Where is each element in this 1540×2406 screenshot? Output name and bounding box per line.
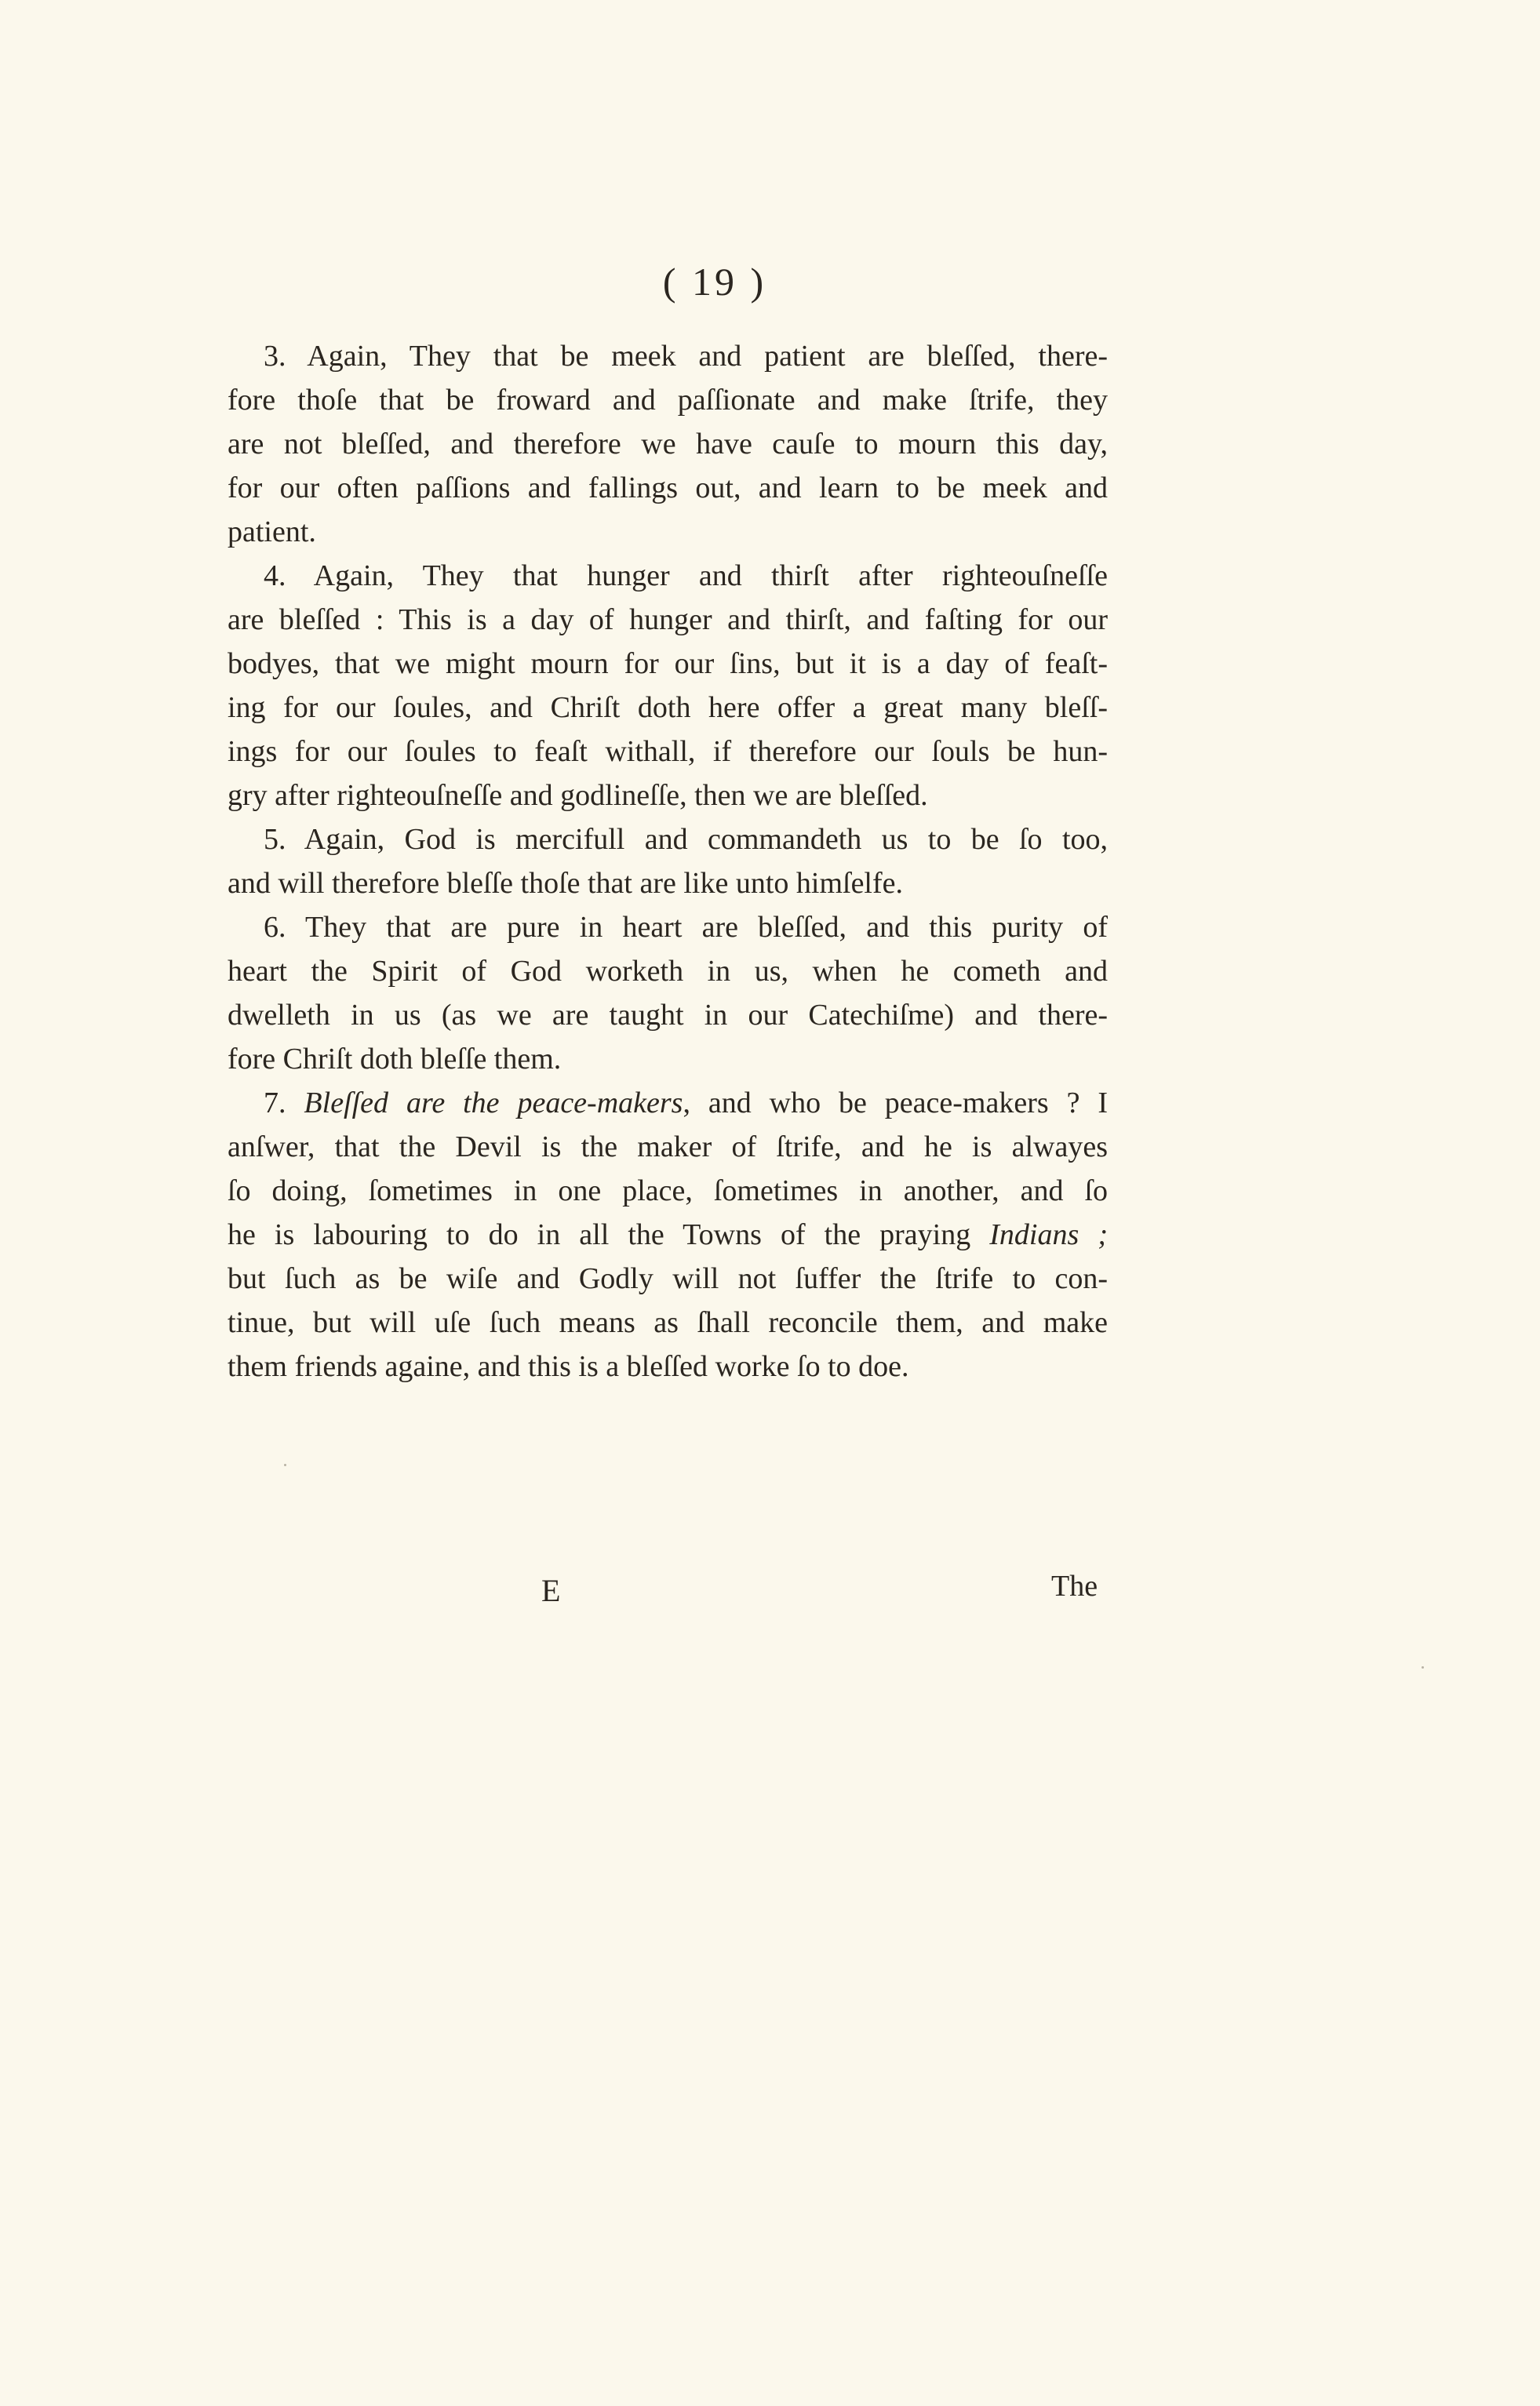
page-number: ( 19 ) [662, 260, 767, 304]
text-line: fore thoſe that be froward and paſſionate and make ſtrife, they [228, 384, 1108, 417]
paragraph-6 [228, 905, 1108, 1081]
paragraph-7 [228, 1081, 1108, 1389]
text-fragment: , and who be peace-makers ? I [683, 1087, 1109, 1119]
text-line: dwelleth in us (as we are taught in our Catechiſme) and there- [228, 999, 1108, 1032]
paragraph-5 [228, 817, 1108, 905]
text-line: are not bleſſed, and therefore we have cauſe to mourn this day, [228, 428, 1108, 460]
text-line: 6. They that are pure in heart are bleſſed, and this purity of [264, 911, 1108, 944]
text-line [228, 1081, 1108, 1125]
text-line: ſo doing, ſometimes in one place, ſometimes in another, and ſo [228, 1174, 1108, 1207]
text-line: them friends againe, and this is a bleſſed worke ſo to doe. [228, 1350, 909, 1383]
text-line [228, 1213, 1108, 1257]
text-line: are bleſſed : This is a day of hunger and thirſt, and faſting for our [228, 603, 1108, 636]
text-line: 3. Again, They that be meek and patient are bleſſed, there- [264, 340, 1108, 373]
text-fragment: he is labouring to do in all the Towns of the praying [228, 1218, 990, 1251]
paper-speck [284, 1464, 286, 1466]
paragraph-4 [228, 554, 1108, 817]
text-line: ings for our ſoules to feaſt withall, if therefore our ſouls be hun- [228, 735, 1108, 768]
body-text [228, 334, 1108, 1389]
paragraph-number: 7. [264, 1087, 304, 1119]
text-line: for our often paſſions and fallings out, and learn to be meek and [228, 471, 1108, 504]
catchword: The [1051, 1570, 1098, 1603]
text-line: ing for our ſoules, and Chriſt doth here offer a great many bleſſ- [228, 691, 1108, 724]
signature-mark: E [541, 1573, 561, 1608]
text-line: but ſuch as be wiſe and Godly will not ſuffer the ſtrife to con- [228, 1262, 1108, 1295]
italic-word: Indians ; [989, 1218, 1108, 1251]
text-line: bodyes, that we might mourn for our ſins, but it is a day of feaſt- [228, 647, 1108, 680]
paragraph-3 [228, 334, 1108, 554]
text-line: and will therefore bleſſe thoſe that are like unto himſelfe. [228, 867, 904, 900]
text-line: anſwer, that the Devil is the maker of ſtrife, and he is alwayes [228, 1130, 1108, 1163]
text-line: 4. Again, They that hunger and thirſt after righteouſneſſe [264, 559, 1108, 592]
italic-phrase: Bleſſed are the peace-makers [304, 1087, 683, 1119]
text-line: 5. Again, God is mercifull and commandeth us to be ſo too, [264, 823, 1108, 856]
text-line: gry after righteouſneſſe and godlineſſe, then we are bleſſed. [228, 779, 928, 812]
text-line: fore Chriſt doth bleſſe them. [228, 1043, 562, 1076]
text-line: tinue, but will uſe ſuch means as ſhall reconcile them, and make [228, 1306, 1108, 1339]
text-line: patient. [228, 515, 316, 548]
paper-speck [1422, 1666, 1424, 1669]
text-line: heart the Spirit of God worketh in us, when he cometh and [228, 955, 1108, 988]
